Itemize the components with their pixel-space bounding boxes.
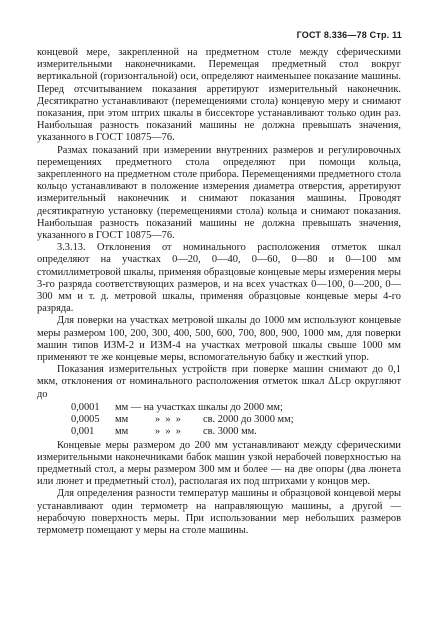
paragraph-3: 3.3.13. Отклонения от номинального расположения отметок шкал определяют на участках 0—20, 0—40, 0—60, 0—80 и 0—100 мм стомиллиметровой шкалы, применяя образцовые концевые меры измерения меры 3-го разряда соответствующих размеров, и на всех участках 0—100, 0—200, 0—300 мм и т. д. метровой шкалы, применяя образцовые концевые меры 4-го разряда. — [37, 242, 401, 315]
rounding-desc: мм — на участках шкалы до 2000 мм; — [115, 401, 283, 413]
rounding-value: 0,001 — [71, 426, 95, 438]
paragraph-5: Показания измерительных устройств при поверке машин снимают до 0,1 мкм, отклонения от номинального расположения отметок шкал ΔLср округляют до — [37, 364, 401, 400]
rounding-row — [71, 402, 401, 414]
rounding-unit: мм — [115, 414, 129, 426]
paragraph-4: Для поверки на участках метровой шкалы до 1000 мм используют концевые меры размером 100, 200, 300, 400, 500, 600, 700, 800, 900, 1000 мм, для поверки машин типов ИЗМ-2 и ИЗМ-4 на участках метровой шкалы свыше 1000 мм применяют те же концевые меры, вспомогательную бабку и жесткий упор. — [37, 315, 401, 364]
rounding-ditto: » » » — [155, 426, 181, 438]
paragraph-1: концевой мере, закрепленной на предметном столе между сферическими измерительными наконечниками. Перемещая предметный стол вокруг вертикальной (горизонтальной) оси, определяют наименьшее показание машины. Перед отсчитыванием показания арретируют измерительный наконечник. Десятикратно устанавливают (перемещениями стола) концевую меру и снимают показания, при этом штрих шкалы в биссекторе устанавливают только один раз. Наибольшая разность показаний машины не должна превышать значения, указанного в ГОСТ 10875—76. — [37, 47, 401, 144]
rounding-row — [71, 426, 401, 438]
page-header: ГОСТ 8.336—78 Стр. 11 — [296, 30, 402, 40]
rounding-ditto: » » » — [155, 414, 181, 426]
rounding-table — [71, 402, 401, 439]
rounding-range: св. 2000 до 3000 мм; — [203, 414, 294, 426]
rounding-unit: мм — [115, 426, 129, 438]
paragraph-2: Размах показаний при измерении внутренних размеров и регулировочных перемещениях предметного стола определяют при помощи кольца, закрепленного на предметном столе прибора. Перемещениями предметного стола кольцо устанавливают в положение измерения диаметра отверстия, арретируют измерительный наконечник и снимают показания машины. Проводят десятикратную установку (перемещениями стола) кольца и снимают показания. Наибольшая разность показаний машины не должна превышать значения, указанного в ГОСТ 10875—76. — [37, 144, 401, 242]
rounding-row — [71, 414, 401, 426]
document-body — [37, 47, 401, 537]
paragraph-6: Концевые меры размером до 200 мм устанавливают между сферическими измерительными наконечниками бабок машин узкой нерабочей поверхностью на предметный стол, а меры размером 300 мм и более — на две опоры (два люнета или люнет и предметный стол), располагая их под штрихами у концов мер. — [37, 439, 401, 488]
rounding-value: 0,0001 — [71, 401, 100, 413]
rounding-range: св. 3000 мм. — [203, 426, 257, 438]
rounding-value: 0,0005 — [71, 414, 100, 426]
paragraph-7: Для определения разности температур машины и образцовой концевой меры устанавливают один термометр на направляющую машины, а другой — нерабочую поверхность меры. При использовании мер небольших размеров термометр помещают у меры на столе машины. — [37, 488, 401, 536]
